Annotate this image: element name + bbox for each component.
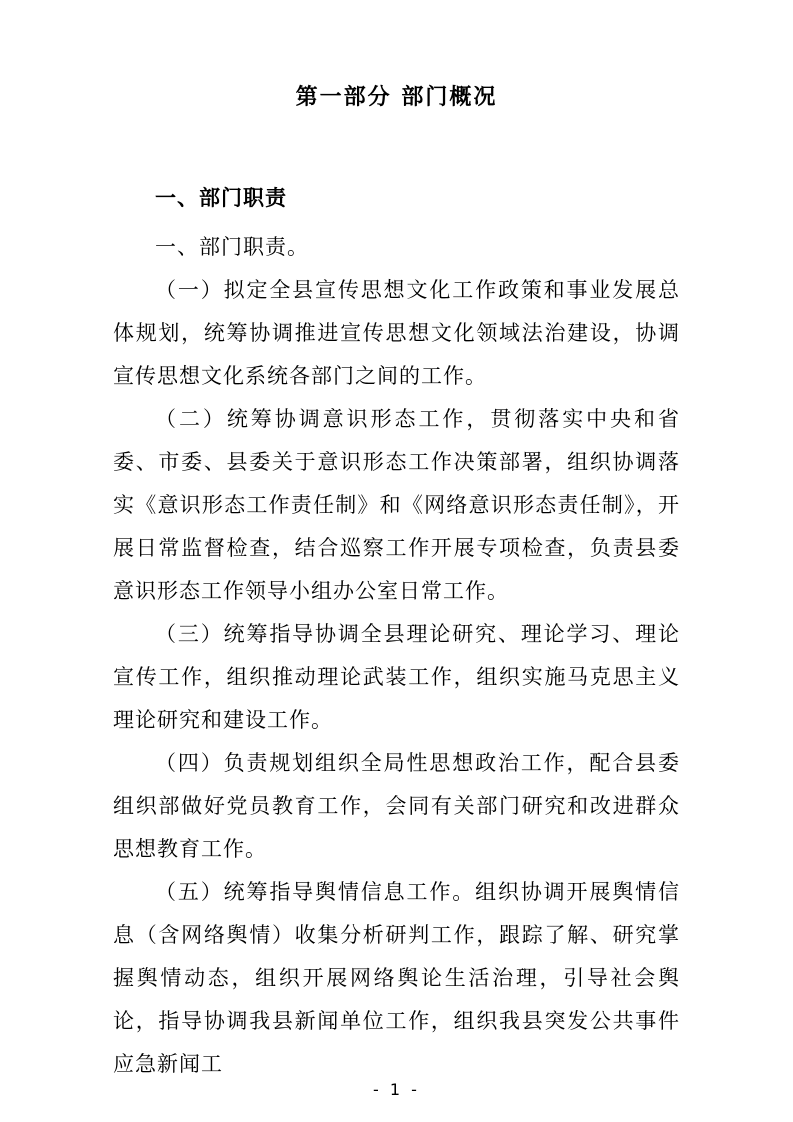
- paragraph: 一、部门职责。: [155, 235, 309, 259]
- section-heading: 一、部门职责: [155, 186, 287, 210]
- part-title: 第一部分 部门概况: [295, 85, 498, 110]
- paragraph: （五）统筹指导舆情信息工作。组织协调开展舆情信息（含网络舆情）收集分析研判工作，跟踪了解、研究掌握舆情动态，组织开展网络舆论生活治理，引导社会舆论，指导协调我县新闻单位工作，组织我县突发公共事件应急新闻工: [113, 880, 680, 1076]
- body-paragraphs: [113, 226, 680, 1086]
- paragraph: （四）负责规划组织全局性思想政治工作，配合县委组织部做好党员教育工作，会同有关部门研究和改进群众思想教育工作。: [113, 751, 680, 861]
- paragraph: （二）统筹协调意识形态工作，贯彻落实中央和省委、市委、县委关于意识形态工作决策部署，组织协调落实《意识形态工作责任制》和《网络意识形态责任制》，开展日常监督检查，结合巡察工作开展专项检查，负责县委意识形态工作领导小组办公室日常工作。: [113, 407, 680, 603]
- paragraph: （三）统筹指导协调全县理论研究、理论学习、理论宣传工作，组织推动理论武装工作，组织实施马克思主义理论研究和建设工作。: [113, 622, 680, 732]
- page-number: - 1 -: [373, 1080, 420, 1099]
- paragraph: （一）拟定全县宣传思想文化工作政策和事业发展总体规划，统筹协调推进宣传思想文化领域法治建设，协调宣传思想文化系统各部门之间的工作。: [113, 278, 680, 388]
